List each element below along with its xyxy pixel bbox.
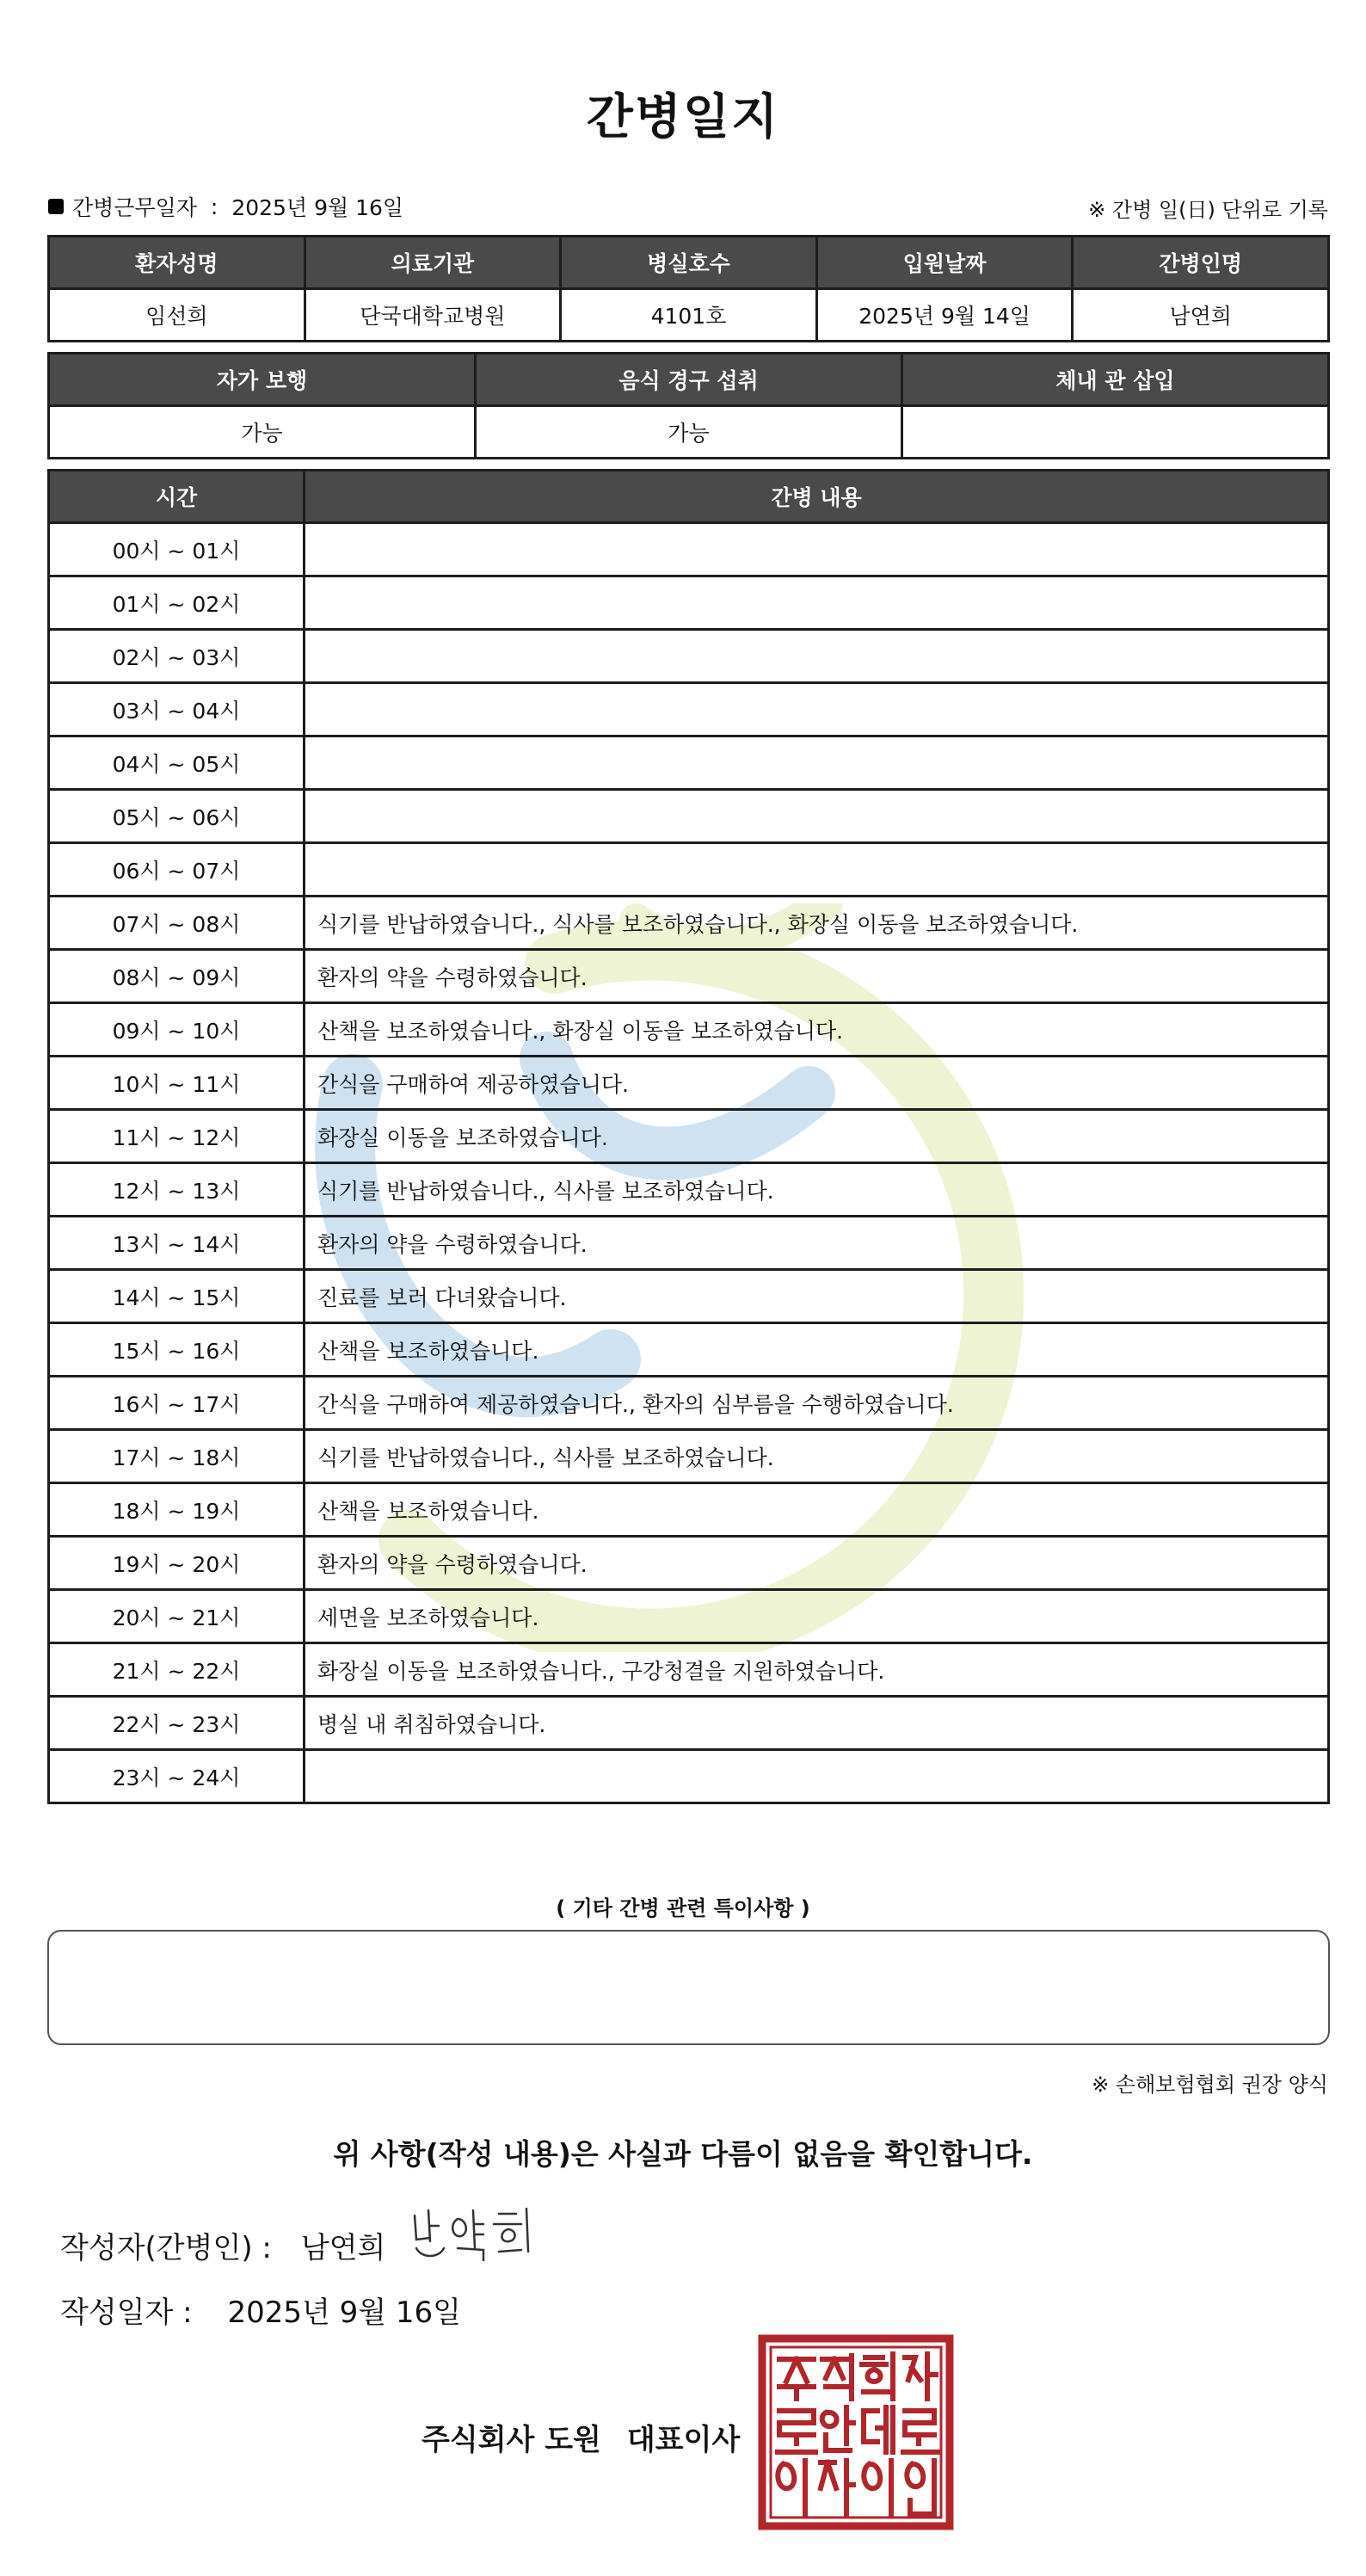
notes-box xyxy=(47,1930,1330,2045)
time-cell: 16시 ~ 17시 xyxy=(49,1377,305,1430)
confirmation-statement: 위 사항(작성 내용)은 사실과 다름이 없음을 확인합니다. xyxy=(333,2137,1033,2171)
care-content-cell: 산책을 보조하였습니다. xyxy=(305,1483,1329,1537)
table-row xyxy=(49,1697,1329,1750)
work-date-info xyxy=(48,191,403,222)
care-content-cell: 식기를 반납하였습니다., 식사를 보조하였습니다., 화장실 이동을 보조하였습니다. xyxy=(305,897,1329,950)
care-content-cell: 화장실 이동을 보조하였습니다. xyxy=(305,1110,1329,1163)
writer-line xyxy=(60,2224,385,2266)
time-cell: 00시 ~ 01시 xyxy=(49,523,305,576)
table-row xyxy=(49,1643,1329,1697)
time-cell: 18시 ~ 19시 xyxy=(49,1483,305,1537)
caregiver-name: 남연희 xyxy=(1073,289,1329,342)
square-bullet-icon xyxy=(48,199,64,214)
signature-icon xyxy=(404,2198,559,2267)
table-row xyxy=(49,1537,1329,1590)
care-content-cell: 병실 내 취침하였습니다. xyxy=(305,1697,1329,1750)
time-cell: 12시 ~ 13시 xyxy=(49,1163,305,1217)
hospital-name: 단국대학교병원 xyxy=(305,289,561,342)
table-row xyxy=(49,790,1329,843)
record-unit-note: ※ 간병 일(日) 단위로 기록 xyxy=(1088,198,1328,222)
table-row xyxy=(49,289,1329,342)
time-cell: 19시 ~ 20시 xyxy=(49,1537,305,1590)
table-row xyxy=(49,1323,1329,1377)
time-cell: 08시 ~ 09시 xyxy=(49,950,305,1003)
time-cell: 09시 ~ 10시 xyxy=(49,1003,305,1057)
self-walking-value: 가능 xyxy=(49,406,476,459)
table-row xyxy=(49,1430,1329,1483)
table-row xyxy=(49,1110,1329,1163)
time-cell: 23시 ~ 24시 xyxy=(49,1750,305,1803)
tube-insertion-value xyxy=(902,406,1329,459)
header-patient-name: 환자성명 xyxy=(49,237,305,289)
time-cell: 06시 ~ 07시 xyxy=(49,843,305,897)
care-content-cell xyxy=(305,630,1329,683)
care-content-cell xyxy=(305,790,1329,843)
care-content-cell: 식기를 반납하였습니다., 식사를 보조하였습니다. xyxy=(305,1163,1329,1217)
care-content-cell: 진료를 보러 다녀왔습니다. xyxy=(305,1270,1329,1323)
care-content-cell xyxy=(305,1750,1329,1803)
notes-title: ( 기타 간병 관련 특이사항 ) xyxy=(556,1896,810,1920)
written-date-label: 작성일자 : xyxy=(60,2296,193,2330)
writer-label: 작성자(간병인) : xyxy=(60,2231,272,2265)
table-row xyxy=(49,950,1329,1003)
time-cell: 07시 ~ 08시 xyxy=(49,897,305,950)
table-row xyxy=(49,736,1329,790)
header-oral-intake: 음식 경구 섭취 xyxy=(476,354,902,406)
oral-intake-value: 가능 xyxy=(476,406,902,459)
table-row xyxy=(49,1750,1329,1803)
company-seal-icon xyxy=(757,2333,955,2531)
table-row xyxy=(49,1003,1329,1057)
admission-date: 2025년 9월 14일 xyxy=(816,289,1073,342)
room-number: 4101호 xyxy=(561,289,817,342)
table-row xyxy=(49,1590,1329,1643)
table-row xyxy=(49,897,1329,950)
care-content-cell xyxy=(305,683,1329,736)
time-cell: 22시 ~ 23시 xyxy=(49,1697,305,1750)
time-cell: 13시 ~ 14시 xyxy=(49,1217,305,1270)
patient-info-table xyxy=(47,235,1330,342)
work-date-separator: : xyxy=(210,194,218,219)
care-content-cell: 산책을 보조하였습니다. xyxy=(305,1323,1329,1377)
time-cell: 04시 ~ 05시 xyxy=(49,736,305,790)
table-row xyxy=(49,1057,1329,1110)
table-row xyxy=(49,406,1329,459)
time-cell: 21시 ~ 22시 xyxy=(49,1643,305,1697)
header-tube-insertion: 체내 관 삽입 xyxy=(902,354,1329,406)
care-content-cell: 식기를 반납하였습니다., 식사를 보조하였습니다. xyxy=(305,1430,1329,1483)
page-title: 간병일지 xyxy=(586,89,780,145)
time-cell: 14시 ~ 15시 xyxy=(49,1270,305,1323)
header-care-content: 간병 내용 xyxy=(305,471,1329,523)
care-content-cell: 환자의 약을 수령하였습니다. xyxy=(305,1217,1329,1270)
care-content-cell xyxy=(305,576,1329,630)
time-cell: 17시 ~ 18시 xyxy=(49,1430,305,1483)
table-row xyxy=(49,630,1329,683)
patient-status-table xyxy=(47,352,1330,459)
time-cell: 10시 ~ 11시 xyxy=(49,1057,305,1110)
header-caregiver-name: 간병인명 xyxy=(1073,237,1329,289)
table-row xyxy=(49,1377,1329,1430)
header-admission-date: 입원날짜 xyxy=(816,237,1073,289)
writer-name: 남연희 xyxy=(300,2231,386,2265)
table-row xyxy=(49,576,1329,630)
written-date-value: 2025년 9월 16일 xyxy=(227,2296,462,2330)
care-content-cell: 화장실 이동을 보조하였습니다., 구강청결을 지원하였습니다. xyxy=(305,1643,1329,1697)
time-cell: 11시 ~ 12시 xyxy=(49,1110,305,1163)
time-cell: 20시 ~ 21시 xyxy=(49,1590,305,1643)
company-title: 대표이사 xyxy=(626,2423,741,2457)
company-name: 주식회사 도원 xyxy=(421,2423,601,2457)
table-header-row xyxy=(49,237,1329,289)
work-date-label: 간병근무일자 xyxy=(72,195,197,220)
written-date-line xyxy=(60,2289,461,2331)
header-hospital: 의료기관 xyxy=(305,237,561,289)
care-content-cell: 세면을 보조하였습니다. xyxy=(305,1590,1329,1643)
care-content-cell: 산책을 보조하였습니다., 화장실 이동을 보조하였습니다. xyxy=(305,1003,1329,1057)
time-cell: 02시 ~ 03시 xyxy=(49,630,305,683)
care-content-cell: 환자의 약을 수령하였습니다. xyxy=(305,950,1329,1003)
patient-name: 임선희 xyxy=(49,289,305,342)
care-content-cell xyxy=(305,523,1329,576)
care-content-cell: 간식을 구매하여 제공하였습니다. xyxy=(305,1057,1329,1110)
table-row xyxy=(49,1163,1329,1217)
care-content-cell: 간식을 구매하여 제공하였습니다., 환자의 심부름을 수행하였습니다. xyxy=(305,1377,1329,1430)
table-header-row xyxy=(49,354,1329,406)
header-room: 병실호수 xyxy=(561,237,817,289)
table-row xyxy=(49,523,1329,576)
care-log-table xyxy=(47,469,1330,1804)
time-cell: 05시 ~ 06시 xyxy=(49,790,305,843)
table-row xyxy=(49,1270,1329,1323)
header-self-walking: 자가 보행 xyxy=(49,354,476,406)
table-row xyxy=(49,1483,1329,1537)
header-time: 시간 xyxy=(49,471,305,523)
recommend-note: ※ 손해보험협회 권장 양식 xyxy=(1092,2073,1328,2097)
company-line xyxy=(421,2416,740,2458)
care-content-cell xyxy=(305,843,1329,897)
time-cell: 01시 ~ 02시 xyxy=(49,576,305,630)
table-row xyxy=(49,1217,1329,1270)
work-date-value: 2025년 9월 16일 xyxy=(231,195,404,220)
table-row xyxy=(49,843,1329,897)
care-content-cell xyxy=(305,736,1329,790)
table-header-row xyxy=(49,471,1329,523)
table-row xyxy=(49,683,1329,736)
time-cell: 03시 ~ 04시 xyxy=(49,683,305,736)
time-cell: 15시 ~ 16시 xyxy=(49,1323,305,1377)
care-content-cell: 환자의 약을 수령하였습니다. xyxy=(305,1537,1329,1590)
